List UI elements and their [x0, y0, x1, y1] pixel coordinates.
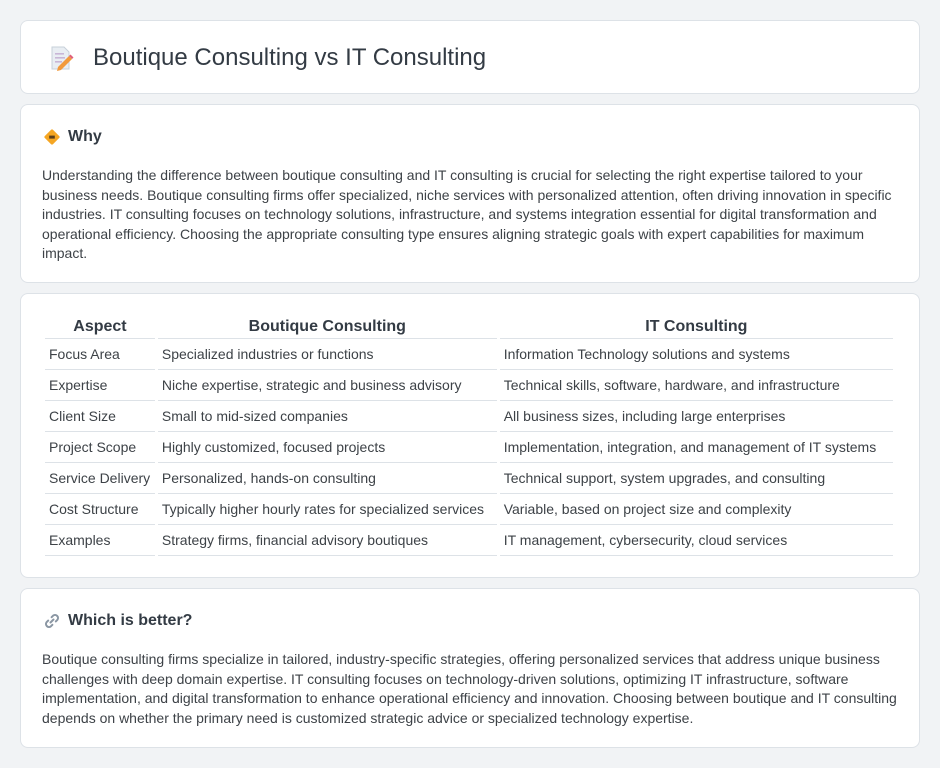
column-header-it: IT Consulting [500, 316, 893, 339]
it-cell: Technical skills, software, hardware, and infrastructure [500, 370, 893, 401]
better-text: Boutique consulting firms specialize in tailored, industry-specific strategies, offering personalized services that address unique business challenges with deep domain expertise. IT consulting focuses on technology-driven solutions, optimizing IT infrastructure, software implementation, and digital transformation to enhance operational efficiency and innovation. Choosing between boutique and IT consulting depends on whether the primary need is customized strategic advice or specialized technology expertise. [42, 651, 897, 726]
boutique-cell: Highly customized, focused projects [158, 432, 497, 463]
diamond-sign-icon [43, 128, 61, 146]
title-card [20, 20, 920, 94]
boutique-cell: Personalized, hands-on consulting [158, 463, 497, 494]
table-row [45, 339, 893, 370]
comparison-table [42, 316, 896, 556]
it-cell: Implementation, integration, and management of IT systems [500, 432, 893, 463]
which-is-better-section [20, 588, 920, 748]
aspect-cell: Examples [45, 525, 155, 556]
column-header-aspect: Aspect [45, 316, 155, 339]
table-row [45, 463, 893, 494]
why-heading: Why [68, 128, 102, 145]
why-heading-row [43, 127, 102, 147]
boutique-cell: Specialized industries or functions [158, 339, 497, 370]
aspect-cell: Client Size [45, 401, 155, 432]
why-section [20, 104, 920, 283]
boutique-cell: Strategy firms, financial advisory boutiques [158, 525, 497, 556]
boutique-cell: Small to mid-sized companies [158, 401, 497, 432]
table-row [45, 401, 893, 432]
table-row [45, 432, 893, 463]
column-header-boutique: Boutique Consulting [158, 316, 497, 339]
page-title: Boutique Consulting vs IT Consulting [93, 44, 487, 71]
better-heading: Which is better? [68, 612, 193, 629]
it-cell: IT management, cybersecurity, cloud services [500, 525, 893, 556]
it-cell: All business sizes, including large enterprises [500, 401, 893, 432]
aspect-cell: Project Scope [45, 432, 155, 463]
table-row [45, 525, 893, 556]
table-row [45, 370, 893, 401]
table-row [45, 494, 893, 525]
link-icon [43, 612, 61, 630]
document-pencil-icon [45, 43, 75, 73]
aspect-cell: Expertise [45, 370, 155, 401]
boutique-cell: Typically higher hourly rates for specialized services [158, 494, 497, 525]
title-row [45, 43, 486, 73]
it-cell: Variable, based on project size and complexity [500, 494, 893, 525]
comparison-section [20, 293, 920, 578]
aspect-cell: Focus Area [45, 339, 155, 370]
boutique-cell: Niche expertise, strategic and business advisory [158, 370, 497, 401]
aspect-cell: Service Delivery [45, 463, 155, 494]
it-cell: Information Technology solutions and systems [500, 339, 893, 370]
better-heading-row [43, 611, 192, 631]
it-cell: Technical support, system upgrades, and consulting [500, 463, 893, 494]
table-header-row [45, 316, 893, 339]
aspect-cell: Cost Structure [45, 494, 155, 525]
why-text: Understanding the difference between boutique consulting and IT consulting is crucial for selecting the right expertise tailored to your business needs. Boutique consulting firms offer specialized, niche services with personalized attention, often driving innovation in specific industries. IT consulting focuses on technology solutions, infrastructure, and systems integration essential for digital transformation and operational efficiency. Choosing the appropriate consulting type ensures aligning strategic goals with expert capabilities for maximum impact. [42, 167, 892, 261]
